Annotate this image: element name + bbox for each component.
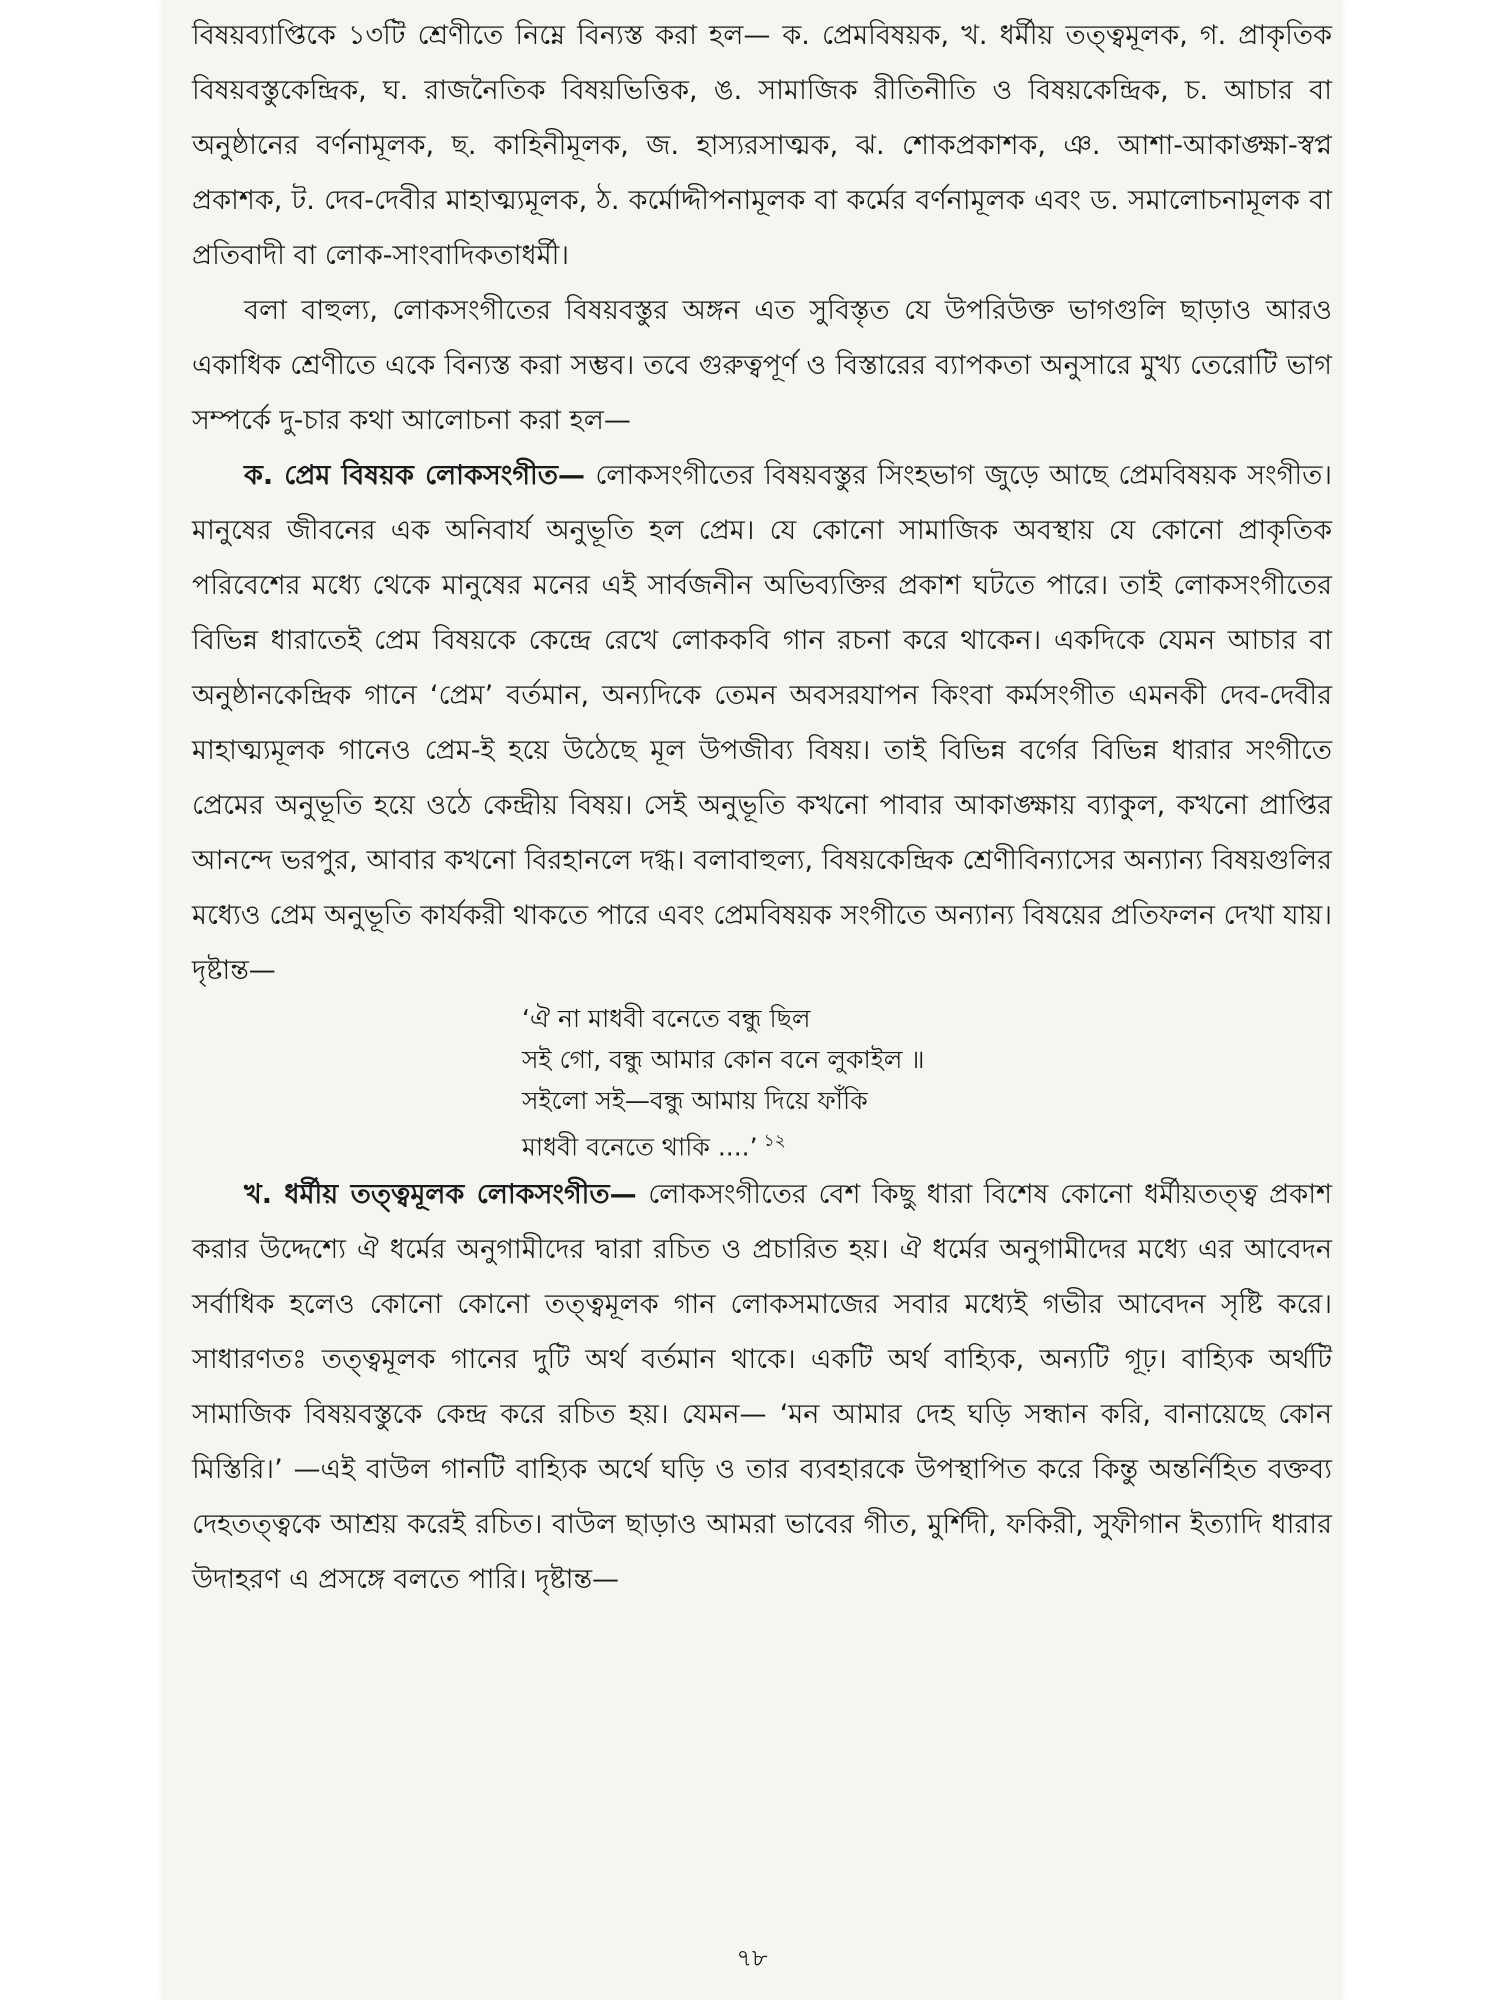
- verse-line-text: মাধবী বনেতে থাকি ....’: [522, 1132, 758, 1162]
- verse-line: ‘ঐ না মাধবী বনেতে বন্ধু ছিল: [522, 1004, 811, 1033]
- paragraph-love-body: লোকসংগীতের বিষয়বস্তুর সিংহভাগ জুড়ে আছে প্রেমবিষয়ক সংগীত। মানুষের জীবনের এক অনিবার্য অনুভূতি হল প্রেম। যে কোনো সামাজিক অবস্থায় যে কোনো প্রাকৃতিক পরিবেশের মধ্যে থেকে মানুষের মনের এই সার্বজনীন অভিব্যক্তির প্রকাশ ঘটতে পারে। তাই লোকসংগীতের বিভিন্ন ধারাতেই প্রেম বিষয়কে কেন্দ্রে রেখে লোককবি গান রচনা করে থাকেন। একদিকে যেমন আচার বা অনুষ্ঠানকেন্দ্রিক গানে ‘প্রেম’ বর্তমান, অন্যদিকে তেমন অবসরযাপন কিংবা কর্মসংগীত এমনকী দেব-দেবীর মাহাত্ম্যমূলক গানেও প্রেম-ই হয়ে উঠেছে মূল উপজীব্য বিষয়। তাই বিভিন্ন বর্গের বিভিন্ন ধারার সংগীতে প্রেমের অনুভূতি হয়ে ওঠে কেন্দ্রীয় বিষয়। সেই অনুভূতি কখনো পাবার আকাঙ্ক্ষায় ব্যাকুল, কখনো প্রাপ্তির আনন্দে ভরপুর, আবার কখনো বিরহানলে দগ্ধ। বলাবাহুল্য, বিষয়কেন্দ্রিক শ্রেণীবিন্যাসের অন্যান্য বিষয়গুলির মধ্যেও প্রেম অনুভূতি কার্যকরী থাকতে পারে এবং প্রেমবিষয়ক সংগীতে অন্যান্য বিষয়ের প্রতিফলন দেখা যায়। দৃষ্টান্ত—: [192, 460, 1333, 986]
- paragraph-religious-body: লোকসংগীতের বেশ কিছু ধারা বিশেষ কোনো ধর্মীয়তত্ত্ব প্রকাশ করার উদ্দেশ্যে ঐ ধর্মের অনুগামীদের দ্বারা রচিত ও প্রচারিত হয়। ঐ ধর্মের অনুগামীদের মধ্যে এর আবেদন সর্বাধিক হলেও কোনো কোনো তত্ত্বমূলক গান লোকসমাজের সবার মধ্যেই গভীর আবেদন সৃষ্টি করে। সাধারণতঃ তত্ত্বমূলক গানের দুটি অর্থ বর্তমান থাকে। একটি অর্থ বাহ্যিক, অন্যটি গূঢ়। বাহ্যিক অর্থটি সামাজিক বিষয়বস্তুকে কেন্দ্র করে রচিত হয়। যেমন— ‘মন আমার দেহ ঘড়ি সন্ধান করি, বানায়েছে কোন মিস্তিরি।’ —এই বাউল গানটি বাহ্যিক অর্থে ঘড়ি ও তার ব্যবহারকে উপস্থাপিত করে কিন্তু অন্তর্নিহিত বক্তব্য দেহতত্ত্বকে আশ্রয় করেই রচিত। বাউল ছাড়াও আমরা ভাবের গীত, মুর্শিদী, ফকিরী, সুফীগান ইত্যাদি ধারার উদাহরণ এ প্রসঙ্গে বলতে পারি। দৃষ্টান্ত—: [192, 1179, 1332, 1596]
- section-heading-religious: খ. ধর্মীয় তত্ত্বমূলক লোকসংগীত—: [244, 1179, 637, 1211]
- verse-line: সই গো, বন্ধু আমার কোন বনে লুকাইল ॥: [522, 1045, 925, 1074]
- verse-line: সইলো সই—বন্ধু আমায় দিয়ে ফাঁকি: [522, 1086, 868, 1115]
- paragraph-intro: বলা বাহুল্য, লোকসংগীতের বিষয়বস্তুর অঙ্গন এত সুবিস্তৃত যে উপরিউক্ত ভাগগুলি ছাড়াও আরও একাধিক শ্রেণীতে একে বিন্যস্ত করা সম্ভব। তবে গুরুত্বপূর্ণ ও বিস্তারের ব্যাপকতা অনুসারে মুখ্য তেরোটি ভাগ সম্পর্কে দু-চার কথা আলোচনা করা হল—: [192, 295, 1332, 436]
- paragraph-love-songs: [192, 448, 1332, 998]
- book-page: [162, 0, 1342, 2000]
- footnote-marker: ১২: [763, 1131, 786, 1151]
- paragraph-religious-songs: [192, 1167, 1332, 1607]
- paragraph-classification-list: বিষয়ব্যাপ্তিকে ১৩টি শ্রেণীতে নিম্নে বিন্যস্ত করা হল— ক. প্রেমবিষয়ক, খ. ধর্মীয় তত্ত্বমূলক, গ. প্রাকৃতিক বিষয়বস্তুকেন্দ্রিক, ঘ. রাজনৈতিক বিষয়ভিত্তিক, ঙ. সামাজিক রীতিনীতি ও বিষয়কেন্দ্রিক, চ. আচার বা অনুষ্ঠানের বর্ণনামূলক, ছ. কাহিনীমূলক, জ. হাস্যরসাত্মক, ঝ. শোকপ্রকাশক, ঞ. আশা-আকাঙ্ক্ষা-স্বপ্ন প্রকাশক, ট. দেব-দেবীর মাহাত্ম্যমূলক, ঠ. কর্মোদ্দীপনামূলক বা কর্মের বর্ণনামূলক এবং ড. সমালোচনামূলক বা প্রতিবাদী বা লোক-সাংবাদিকতাধর্মী।: [192, 20, 1332, 271]
- section-heading-love: ক. প্রেম বিষয়ক লোকসংগীত—: [244, 460, 586, 491]
- verse-quote: [522, 998, 1332, 1167]
- page-number: ৭৮: [736, 1944, 768, 1972]
- verse-line: [522, 1121, 1332, 1167]
- body-text: [192, 8, 1332, 1607]
